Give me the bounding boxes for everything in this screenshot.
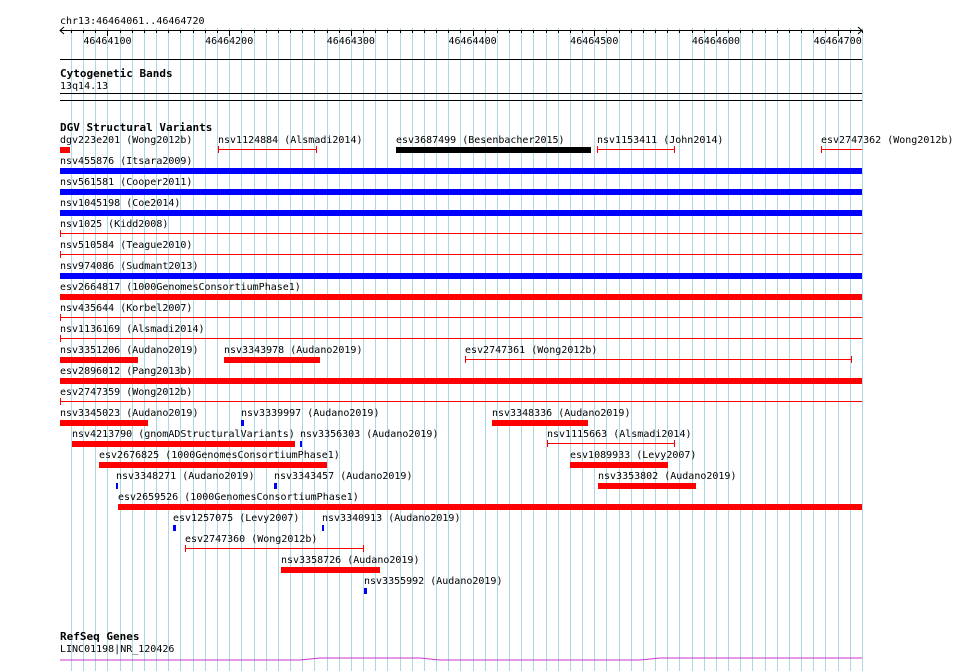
feature-glyph[interactable] xyxy=(185,548,364,549)
feature-label[interactable]: nsv3355992 (Audano2019) xyxy=(364,576,503,587)
feature-endcap xyxy=(316,146,317,153)
feature-glyph[interactable] xyxy=(274,483,277,489)
feature-glyph[interactable] xyxy=(281,567,380,573)
feature-label[interactable]: esv2659526 (1000GenomesConsortiumPhase1) xyxy=(118,492,359,503)
feature-label[interactable]: esv2896012 (Pang2013b) xyxy=(60,366,193,377)
feature-endcap xyxy=(60,335,61,342)
feature-glyph[interactable] xyxy=(570,462,668,468)
feature-label[interactable]: esv2747361 (Wong2012b) xyxy=(465,345,598,356)
feature-glyph[interactable] xyxy=(547,443,675,444)
feature-label[interactable]: nsv1115663 (Alsmadi2014) xyxy=(547,429,692,440)
feature-endcap xyxy=(674,440,675,447)
feature-glyph[interactable] xyxy=(465,359,852,360)
feature-endcap xyxy=(547,440,548,447)
feature-endcap xyxy=(363,545,364,552)
feature-label[interactable]: nsv3340913 (Audano2019) xyxy=(322,513,461,524)
feature-label[interactable]: nsv3356303 (Audano2019) xyxy=(300,429,439,440)
feature-label[interactable]: nsv3348336 (Audano2019) xyxy=(492,408,631,419)
feature-label[interactable]: esv2747362 (Wong2012b) xyxy=(821,135,953,146)
feature-label[interactable]: esv2747360 (Wong2012b) xyxy=(185,534,318,545)
feature-endcap xyxy=(60,251,61,258)
feature-glyph[interactable] xyxy=(598,483,696,489)
feature-glyph[interactable] xyxy=(218,149,317,150)
ruler-tick-label: 46464200 xyxy=(205,36,254,47)
feature-glyph[interactable] xyxy=(173,525,176,531)
feature-glyph[interactable] xyxy=(60,254,862,255)
feature-glyph[interactable] xyxy=(300,441,302,447)
gene-model[interactable] xyxy=(0,652,890,664)
feature-endcap xyxy=(821,146,822,153)
feature-glyph[interactable] xyxy=(99,462,327,468)
dgv-track-title: DGV Structural Variants xyxy=(60,121,213,134)
feature-glyph[interactable] xyxy=(60,210,862,216)
cytoband-bar[interactable] xyxy=(60,93,862,94)
feature-label[interactable]: nsv3351206 (Audano2019) xyxy=(60,345,199,356)
section-divider-1 xyxy=(60,59,862,60)
feature-glyph[interactable] xyxy=(60,233,862,234)
feature-endcap xyxy=(674,146,675,153)
feature-glyph[interactable] xyxy=(116,483,118,489)
gene-label[interactable]: LINC01198|NR_120426 xyxy=(60,644,175,655)
feature-glyph[interactable] xyxy=(322,525,324,531)
feature-glyph[interactable] xyxy=(118,504,862,510)
feature-endcap xyxy=(465,356,466,363)
feature-glyph[interactable] xyxy=(597,149,675,150)
feature-glyph[interactable] xyxy=(60,189,862,195)
gene-intron-line[interactable] xyxy=(60,658,862,660)
feature-label[interactable]: nsv3353802 (Audano2019) xyxy=(598,471,737,482)
feature-glyph[interactable] xyxy=(60,168,862,174)
feature-label[interactable]: nsv435644 (Korbel2007) xyxy=(60,303,193,314)
feature-label[interactable]: nsv3343457 (Audano2019) xyxy=(274,471,413,482)
feature-glyph[interactable] xyxy=(60,294,862,300)
feature-label[interactable]: esv2664817 (1000GenomesConsortiumPhase1) xyxy=(60,282,301,293)
coordinate-ruler[interactable] xyxy=(0,20,890,72)
feature-glyph[interactable] xyxy=(60,317,862,318)
feature-endcap xyxy=(60,398,61,405)
feature-glyph[interactable] xyxy=(60,147,70,153)
feature-label[interactable]: nsv1045198 (Coe2014) xyxy=(60,198,181,209)
feature-glyph[interactable] xyxy=(492,420,588,426)
feature-endcap xyxy=(60,230,61,237)
feature-glyph[interactable] xyxy=(72,441,295,447)
feature-label[interactable]: nsv561581 (Cooper2011) xyxy=(60,177,193,188)
feature-glyph[interactable] xyxy=(364,588,367,594)
feature-glyph[interactable] xyxy=(224,357,320,363)
ruler-tick-label: 46464300 xyxy=(326,36,375,47)
section-divider-2 xyxy=(60,100,862,101)
feature-label[interactable]: nsv510584 (Teague2010) xyxy=(60,240,193,251)
locus-label: chr13:46464061..46464720 xyxy=(60,16,205,27)
feature-glyph[interactable] xyxy=(60,378,862,384)
feature-label[interactable]: nsv1124884 (Alsmadi2014) xyxy=(218,135,363,146)
feature-endcap xyxy=(60,314,61,321)
feature-label[interactable]: nsv3339997 (Audano2019) xyxy=(241,408,380,419)
refseq-track-title: RefSeq Genes xyxy=(60,630,140,643)
feature-label[interactable]: esv1257075 (Levy2007) xyxy=(173,513,300,524)
feature-endcap xyxy=(851,356,852,363)
feature-endcap xyxy=(218,146,219,153)
feature-label[interactable]: nsv3348271 (Audano2019) xyxy=(116,471,255,482)
cytoband-track-title: Cytogenetic Bands xyxy=(60,67,173,80)
feature-glyph[interactable] xyxy=(821,149,862,150)
feature-label[interactable]: nsv3343978 (Audano2019) xyxy=(224,345,363,356)
feature-glyph[interactable] xyxy=(60,401,862,402)
feature-endcap xyxy=(597,146,598,153)
feature-label[interactable]: dgv223e201 (Wong2012b) xyxy=(60,135,193,146)
feature-label[interactable]: esv2676825 (1000GenomesConsortiumPhase1) xyxy=(99,450,340,461)
feature-label[interactable]: nsv455876 (Itsara2009) xyxy=(60,156,193,167)
feature-label[interactable]: nsv3358726 (Audano2019) xyxy=(281,555,420,566)
feature-label[interactable]: nsv974086 (Sudmant2013) xyxy=(60,261,199,272)
cytoband-label[interactable]: 13q14.13 xyxy=(60,81,109,92)
feature-label[interactable]: nsv4213790 (gnomADStructuralVariants) xyxy=(72,429,295,440)
ruler-tick-label: 46464500 xyxy=(570,36,619,47)
feature-glyph[interactable] xyxy=(60,273,862,279)
feature-glyph[interactable] xyxy=(60,338,862,339)
ruler-tick-label: 46464600 xyxy=(691,36,741,47)
feature-glyph[interactable] xyxy=(396,147,591,153)
feature-glyph[interactable] xyxy=(241,420,244,426)
ruler-tick-label: 46464100 xyxy=(83,36,132,47)
feature-glyph[interactable] xyxy=(60,357,138,363)
feature-label[interactable]: nsv1153411 (John2014) xyxy=(597,135,724,146)
feature-glyph[interactable] xyxy=(60,420,148,426)
feature-label[interactable]: nsv1136169 (Alsmadi2014) xyxy=(60,324,205,335)
feature-label[interactable]: nsv3345023 (Audano2019) xyxy=(60,408,199,419)
ruler-tick-label: 46464700 xyxy=(813,36,862,47)
feature-endcap xyxy=(185,545,186,552)
feature-label[interactable]: nsv1025 (Kidd2008) xyxy=(60,219,169,230)
feature-label[interactable]: esv2747359 (Wong2012b) xyxy=(60,387,193,398)
feature-label[interactable]: esv3687499 (Besenbacher2015) xyxy=(396,135,565,146)
feature-label[interactable]: esv1089933 (Levy2007) xyxy=(570,450,697,461)
ruler-tick-label: 46464400 xyxy=(448,36,497,47)
